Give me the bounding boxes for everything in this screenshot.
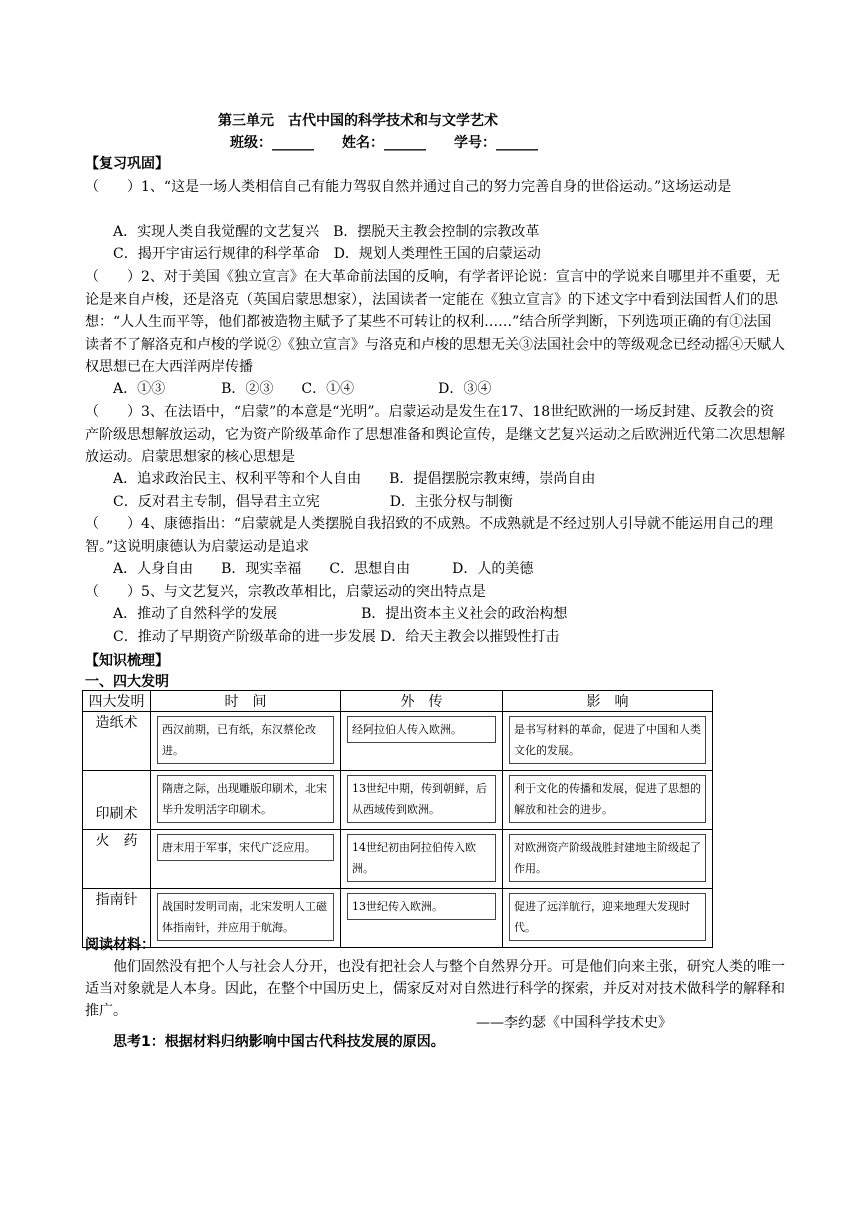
student-info-line: 班级：______ 姓名：______ 学号：______ [230,135,538,151]
question-3-options-ab: A．追求政治民主、权利平等和个人自由 B．提倡摆脱宗教束缚，崇尚自由 [113,471,596,487]
question-1-options-cd: C．揭开宇宙运行规律的科学革命 D．规划人类理性王国的启蒙运动 [113,246,541,262]
invention-impact: 是书写材料的革命，促进了中国和人类文化的发展。 [509,716,706,764]
question-1-options-ab: A．实现人类自我觉醒的文艺复兴 B．摆脱天主教会控制的宗教改革 [113,224,540,240]
four-inventions-heading: 一、四大发明 [85,674,169,690]
invention-spread: 13世纪传入欧洲。 [347,893,496,920]
question-2: （ ）2、对于美国《独立宣言》在大革命前法国的反响，有学者评论说：宣言中的学说来自哪里并不重要，无论是来自卢梭，还是洛克（英国启蒙思想家），法国读者一定能在《独立宣言》的下述文字中看到法国哲人们的思想：“人人生而平等，他们都被造物主赋予了某些不可转让的权利……”结合所学判断，下列选项正确的有①法国读者不了解洛克和卢梭的学说②《独立宣言》与洛克和卢梭的思想无关③法国社会中的等级观念已经动摇④天赋人权思想已在大西洋两岸传播 [85,269,785,375]
invention-impact: 对欧洲资产阶级战胜封建地主阶级起了作用。 [509,834,706,882]
table-header-row [83,691,713,712]
invention-time: 唐末用于军事，宋代广泛应用。 [157,834,334,861]
question-4-options: A．人身自由 B．现实幸福 C．思想自由 D．人的美德 [113,561,534,577]
question-3: （ ）3、在法语中，“启蒙”的本意是“光明”。启蒙运动是发生在17、18世纪欧洲的一场反封建、反教会的资产阶级思想解放运动，它为资产阶级革命作了思想准备和舆论宣传，是继文艺复兴运动之后欧洲近代第二次思想解放运动。启蒙思想家的核心思想是 [85,404,785,465]
table-row [83,712,713,771]
invention-spread: 13世纪中期，传到朝鲜，后从西域传到欧洲。 [347,775,496,823]
question-1: （ ）1、“这是一场人类相信自己有能力驾驭自然并通过自己的努力完善自身的世俗运动。”这场运动是 [85,179,732,195]
question-4: （ ）4、康德指出：“启蒙就是人类摆脱自我招致的不成熟。不成熟就是不经过别人引导就不能运用自己的理智。”这说明康德认为启蒙运动是追求 [85,516,774,555]
invention-spread: 14世纪初由阿拉伯传入欧洲。 [347,834,496,882]
question-5: （ ）5、与文艺复兴，宗教改革相比，启蒙运动的突出特点是 [85,584,486,600]
table-row [83,771,713,830]
page-title: 第三单元 古代中国的科学技术和与文学艺术 [218,113,498,129]
invention-impact: 促进了远洋航行，迎来地理大发现时代。 [509,893,706,941]
invention-name: 印刷术 [83,771,151,830]
review-heading: 【复习巩固】 [85,156,169,172]
think-question-1: 思考1：根据材料归纳影响中国古代科技发展的原因。 [113,1034,445,1050]
invention-spread: 经阿拉伯人传入欧洲。 [347,716,496,743]
four-inventions-table [82,690,713,948]
header-time: 时 间 [151,691,341,712]
header-spread: 外 传 [341,691,503,712]
invention-name: 火 药 [83,830,151,889]
invention-time: 西汉前期，已有纸，东汉蔡伦改进。 [157,716,334,764]
reading-source: ——李约瑟《中国科学技术史》 [476,1015,672,1031]
header-impact: 影 响 [503,691,713,712]
reading-passage: 他们固然没有把个人与社会人分开，也没有把社会人与整个自然界分开。可是他们向来主张，研究人类的唯一适当对象就是人本身。因此，在整个中国历史上，儒家反对对自然进行科学的探索，并反对对技术做科学的解释和推广。 [85,959,785,1019]
question-5-options-ab: A．推动了自然科学的发展 B．提出资本主义社会的政治构想 [113,606,568,622]
invention-impact: 利于文化的传播和发展，促进了思想的解放和社会的进步。 [509,775,706,823]
knowledge-heading: 【知识梳理】 [85,653,169,669]
invention-time: 战国时发明司南，北宋发明人工磁体指南针，并应用于航海。 [157,893,334,941]
question-5-options-cd: C．推动了早期资产阶级革命的进一步发展 D．给天主教会以摧毁性打击 [113,629,560,645]
table-row [83,830,713,889]
invention-time: 隋唐之际，出现雕版印刷术，北宋毕升发明活字印刷术。 [157,775,334,823]
invention-name: 造纸术 [83,712,151,771]
table-row [83,889,713,948]
question-2-options: A．①③ B．②③ C．①④ D．③④ [113,381,492,397]
reading-heading: 阅读材料： [85,937,155,953]
header-invention: 四大发明 [83,691,151,712]
question-3-options-cd: C．反对君主专制，倡导君主立宪 D．主张分权与制衡 [113,494,513,510]
invention-name: 指南针 [83,889,151,948]
